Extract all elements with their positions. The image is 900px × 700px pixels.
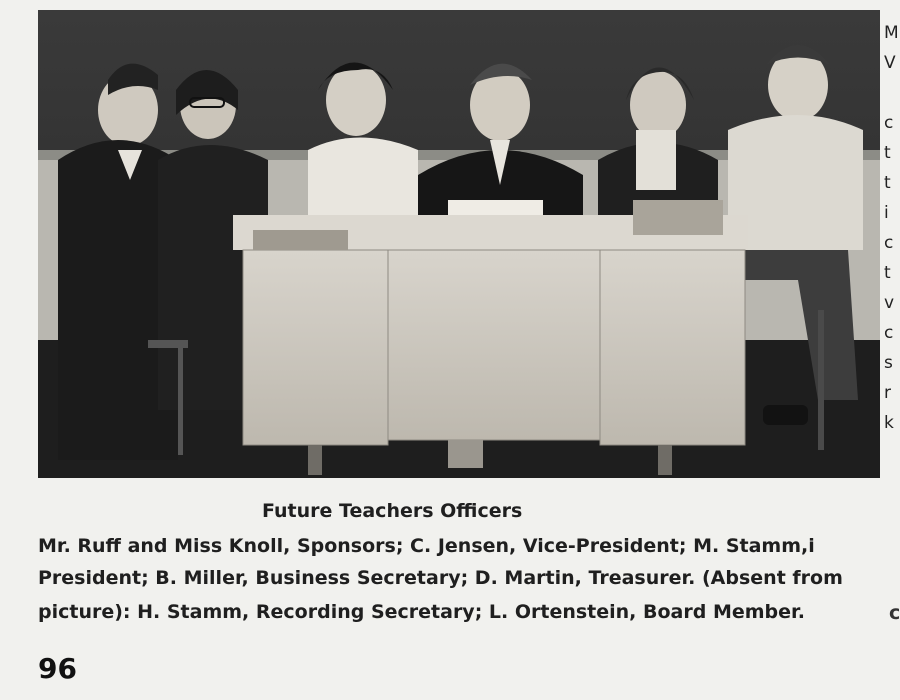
caption-title: Future Teachers Officers xyxy=(262,500,523,522)
fragment-char: t xyxy=(884,143,891,163)
fragment-char: c xyxy=(884,323,894,343)
photo-illustration xyxy=(38,10,880,478)
fragment-char: c xyxy=(884,113,894,133)
fragment-char xyxy=(884,78,897,108)
fragment-char: V xyxy=(884,53,896,73)
caption-line-1 xyxy=(38,535,815,557)
caption-line-1-text: Mr. Ruff and Miss Knoll, Sponsors; C. Jensen, Vice-President; M. Stamm, xyxy=(38,535,809,557)
fragment-char: M xyxy=(884,23,899,43)
group-photo xyxy=(38,10,880,478)
caption-line-2: President; B. Miller, Business Secretary; D. Martin, Treasurer. (Absent from xyxy=(38,567,843,589)
fragment-char: s xyxy=(884,353,893,373)
caption-line-3-edge: c xyxy=(889,602,900,624)
fragment-char: c xyxy=(884,233,894,253)
desk xyxy=(233,200,748,475)
fragment-char: i xyxy=(884,203,889,223)
page-number: 96 xyxy=(38,652,77,685)
fragment-char: r xyxy=(884,383,891,403)
caption-line-1-edge: i xyxy=(808,535,815,557)
fragment-char: t xyxy=(884,173,891,193)
fragment-char: k xyxy=(884,413,894,433)
fragment-char: v xyxy=(884,293,895,313)
fragment-char: t xyxy=(884,263,891,283)
caption-line-3: picture): H. Stamm, Recording Secretary; L. Ortenstein, Board Member. xyxy=(38,601,805,623)
adjacent-column-text-fragment xyxy=(884,18,897,438)
